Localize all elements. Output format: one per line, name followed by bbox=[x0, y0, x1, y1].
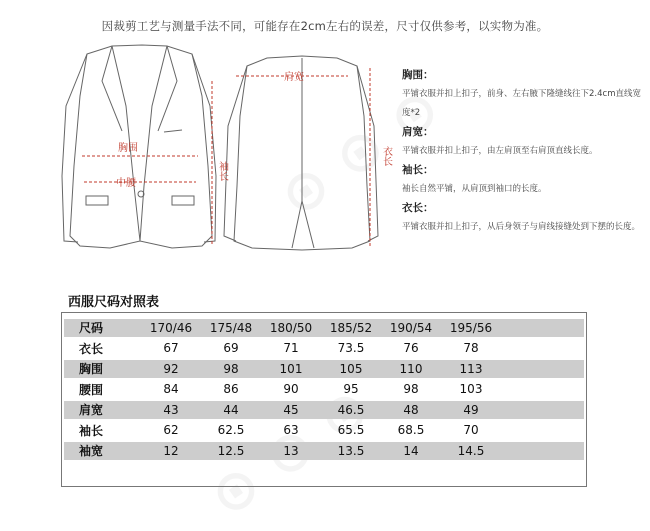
table-cell: 14.5 bbox=[441, 442, 501, 460]
row-label: 尺码 bbox=[64, 319, 141, 337]
table-cell: 14 bbox=[381, 442, 441, 460]
suit-measurement-diagram bbox=[52, 36, 402, 276]
table-cell: 71 bbox=[283, 341, 299, 356]
table-cell: 84 bbox=[163, 382, 179, 397]
table-cell: 12.5 bbox=[201, 442, 261, 460]
table-cell: 62 bbox=[163, 423, 179, 438]
table-cell: 113 bbox=[441, 360, 501, 378]
table-cell-spacer bbox=[501, 422, 584, 440]
row-label: 腰围 bbox=[79, 382, 104, 397]
table-cell: 78 bbox=[463, 341, 479, 356]
table-cell: 68.5 bbox=[397, 423, 425, 438]
table-cell: 62.5 bbox=[217, 423, 245, 438]
table-cell: 86 bbox=[223, 382, 239, 397]
note-text: 平铺衣服并扣上扣子，前身、左右腋下隆缝线往下2.4cm直线宽度*2 bbox=[402, 89, 641, 118]
table-cell: 76 bbox=[403, 341, 419, 356]
note-text: 平铺衣服并扣上扣子，从后身领子与肩线接缝处到下摆的长度。 bbox=[402, 222, 641, 232]
sleeve-label: 袖长 bbox=[216, 161, 228, 181]
note-title: 衣长： bbox=[402, 202, 434, 214]
row-label: 衣长 bbox=[79, 341, 104, 356]
pocket-left bbox=[86, 196, 108, 205]
table-cell: 190/54 bbox=[381, 319, 441, 337]
table-cell: 49 bbox=[441, 401, 501, 419]
table-cell: 45 bbox=[261, 401, 321, 419]
front-sleeve-left bbox=[62, 54, 87, 242]
table-cell: 63 bbox=[283, 423, 299, 438]
measurement-notes bbox=[402, 68, 642, 239]
note-title: 肩宽： bbox=[402, 126, 434, 138]
table-cell: 48 bbox=[381, 401, 441, 419]
table-cell-spacer bbox=[501, 401, 584, 419]
note-text: 平铺衣服并扣上扣子，由左肩顶至右肩顶直线长度。 bbox=[402, 146, 598, 156]
length-label: 衣长 bbox=[380, 146, 392, 166]
table-cell-spacer bbox=[501, 360, 584, 378]
back-sleeve-right bbox=[357, 66, 378, 241]
table-cell: 13.5 bbox=[321, 442, 381, 460]
table-cell: 73.5 bbox=[337, 341, 365, 356]
table-cell: 65.5 bbox=[337, 423, 365, 438]
table-cell-spacer bbox=[501, 442, 584, 460]
table-cell: 69 bbox=[223, 341, 239, 356]
chest-label: 胸围 bbox=[118, 143, 138, 154]
row-label: 肩宽 bbox=[64, 401, 141, 419]
table-row bbox=[64, 381, 584, 399]
table-cell: 67 bbox=[163, 341, 179, 356]
table-cell: 195/56 bbox=[441, 319, 501, 337]
size-table bbox=[64, 316, 584, 463]
table-row bbox=[64, 319, 584, 337]
table-cell: 12 bbox=[141, 442, 201, 460]
table-cell: 43 bbox=[141, 401, 201, 419]
shoulder-label: 肩宽 bbox=[284, 72, 304, 83]
table-cell: 46.5 bbox=[321, 401, 381, 419]
table-row bbox=[64, 360, 584, 378]
table-row bbox=[64, 401, 584, 419]
table-cell: 98 bbox=[201, 360, 261, 378]
table-cell: 70 bbox=[463, 423, 479, 438]
table-cell: 175/48 bbox=[201, 319, 261, 337]
table-cell: 105 bbox=[321, 360, 381, 378]
measurement-notice: 因裁剪工艺与测量手法不同，可能存在2cm左右的误差，尺寸仅供参考，以实物为准。 bbox=[101, 19, 549, 33]
table-row bbox=[64, 442, 584, 460]
row-label: 袖长 bbox=[79, 423, 104, 438]
front-jacket-outline bbox=[70, 45, 212, 248]
table-cell: 185/52 bbox=[321, 319, 381, 337]
size-table-title: 西服尺码对照表 bbox=[68, 295, 160, 310]
breast-pocket bbox=[164, 130, 182, 132]
table-row bbox=[64, 422, 584, 440]
note-text: 袖长自然平铺，从肩顶到袖口的长度。 bbox=[402, 184, 547, 194]
row-label: 胸围 bbox=[64, 360, 141, 378]
table-cell: 180/50 bbox=[261, 319, 321, 337]
table-cell: 170/46 bbox=[141, 319, 201, 337]
table-cell: 90 bbox=[283, 382, 299, 397]
back-center-seam bbox=[292, 58, 314, 248]
table-cell: 98 bbox=[403, 382, 419, 397]
table-cell: 101 bbox=[261, 360, 321, 378]
table-cell: 13 bbox=[261, 442, 321, 460]
table-cell: 44 bbox=[201, 401, 261, 419]
table-cell: 95 bbox=[343, 382, 359, 397]
row-label: 袖宽 bbox=[64, 442, 141, 460]
table-cell: 110 bbox=[381, 360, 441, 378]
table-cell-spacer bbox=[501, 319, 584, 337]
note-title: 袖长： bbox=[402, 164, 434, 176]
table-cell: 92 bbox=[141, 360, 201, 378]
note-title: 胸围： bbox=[402, 69, 434, 81]
front-lapel bbox=[102, 46, 177, 241]
table-cell-spacer bbox=[501, 340, 584, 358]
table-cell: 103 bbox=[459, 382, 483, 397]
table-cell-spacer bbox=[501, 381, 584, 399]
pocket-right bbox=[172, 196, 194, 205]
waist-label: 中腰 bbox=[116, 178, 136, 189]
table-row bbox=[64, 340, 584, 358]
